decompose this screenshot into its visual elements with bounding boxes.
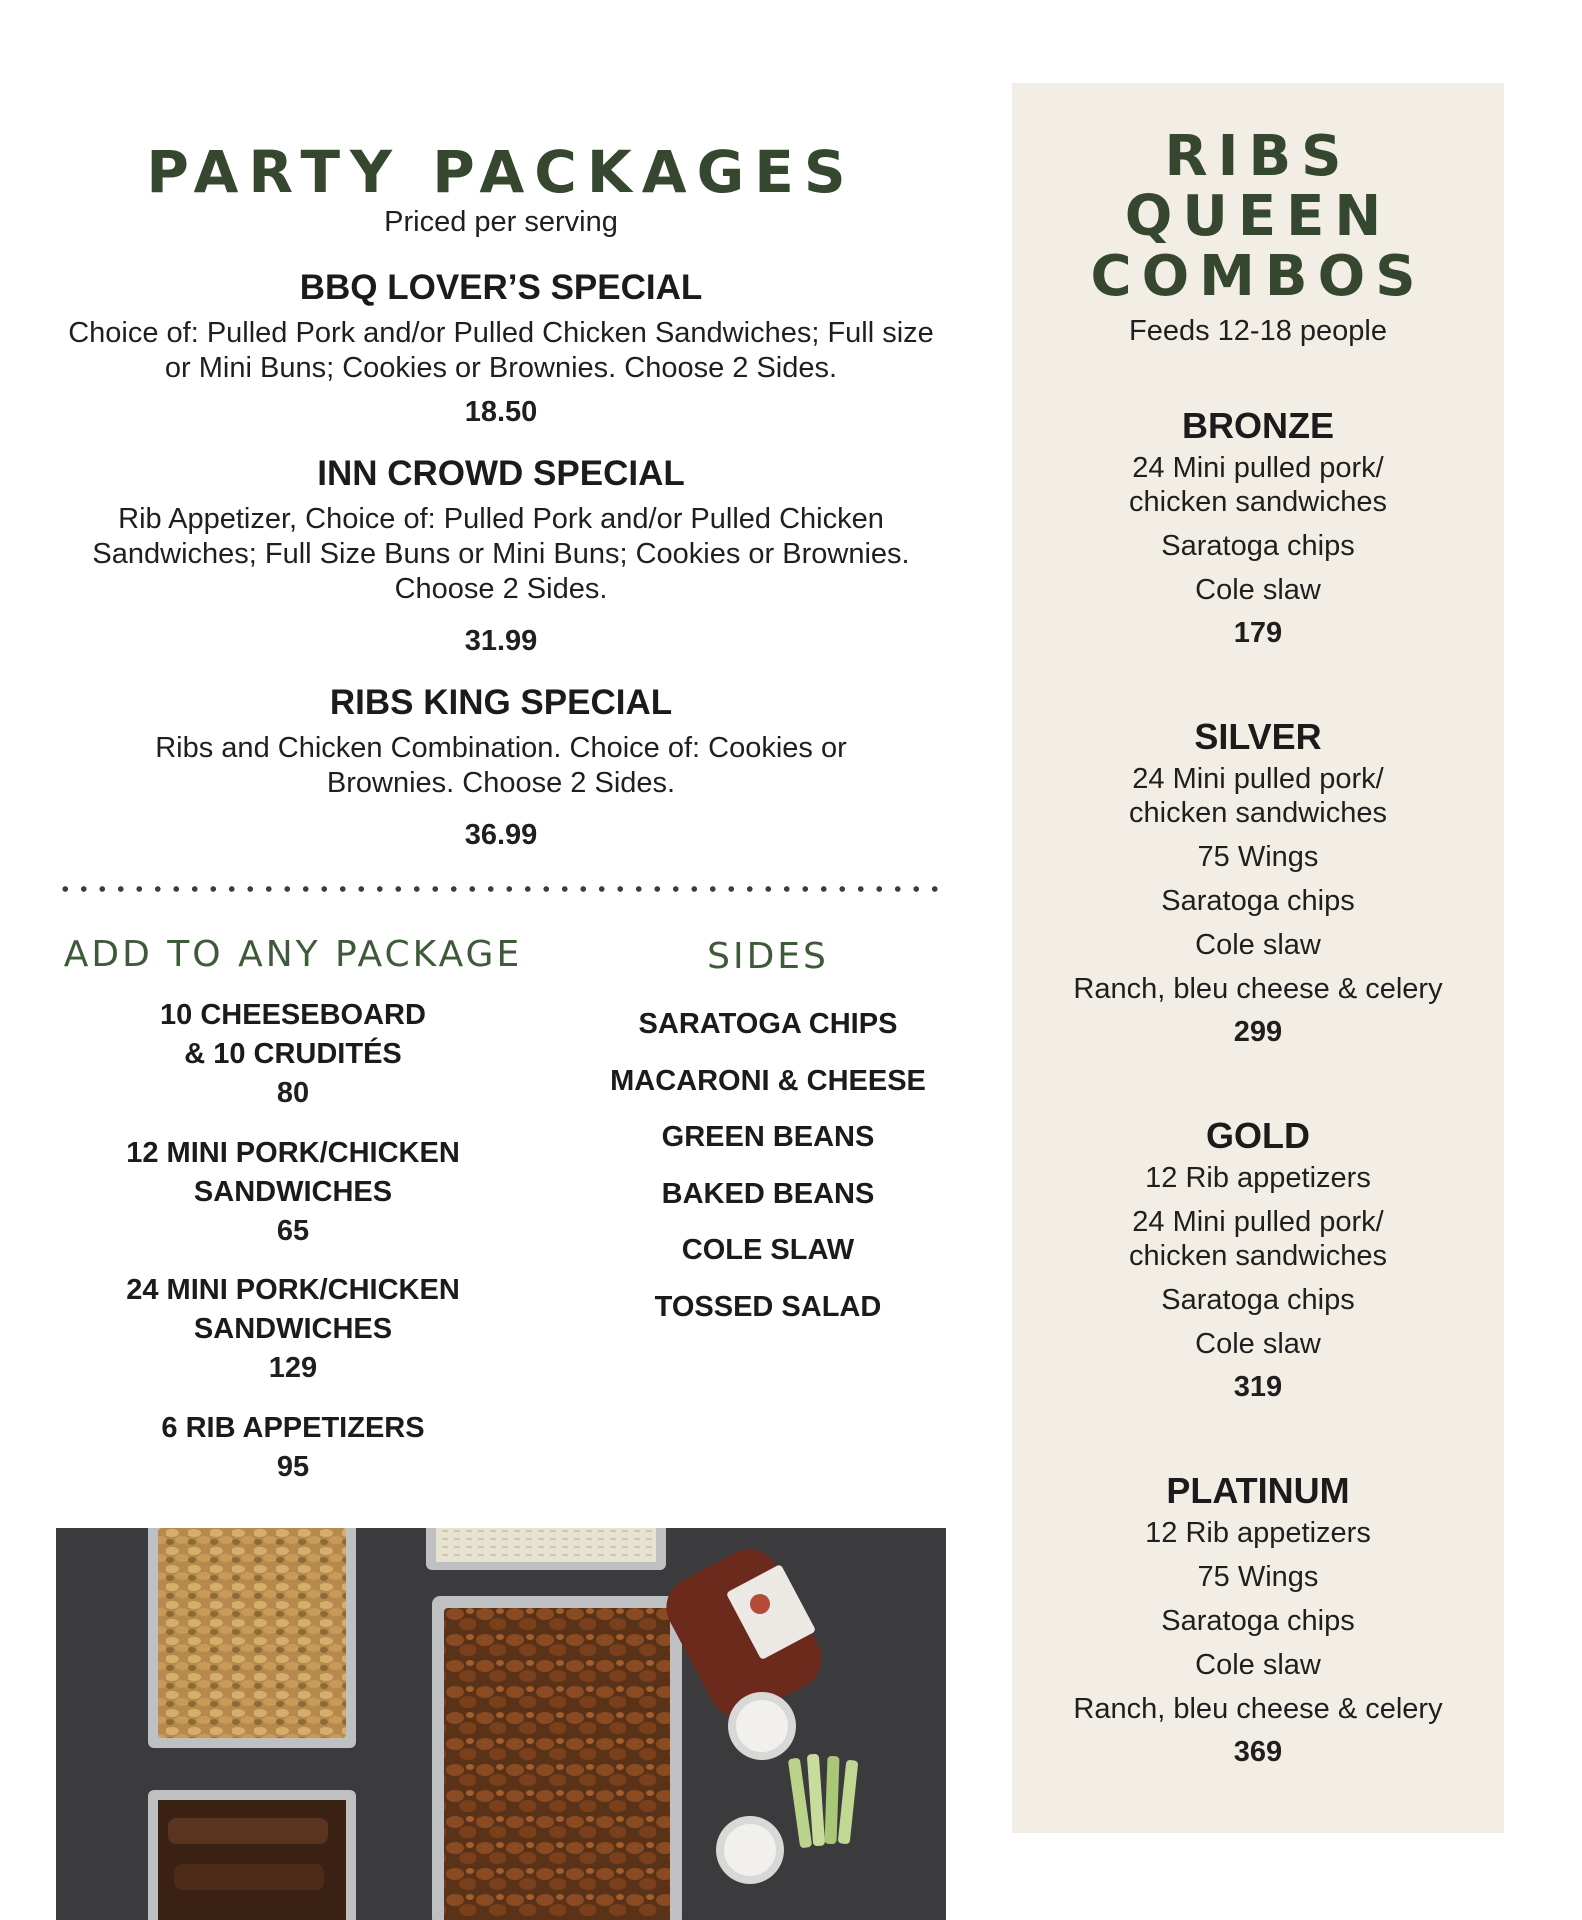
tier-item: Cole slaw [1195,1328,1321,1360]
combos-title [1012,124,1504,309]
wings [444,1608,670,1920]
tier-item: Saratoga chips [1161,885,1355,917]
tier-price: 179 [1233,617,1283,649]
combo-tier-platinum [1012,1470,1504,1769]
addon-item [56,1409,530,1486]
tier-item: 24 Mini pulled pork/ chicken sandwiches [1129,452,1387,518]
package-description: Rib Appetizer, Choice of: Pulled Pork and/or Pulled Chicken Sandwiches; Full Size Buns or Mini Buns; Cookies or Brownies. Choose 2 Sides. [92,503,910,605]
tier-name: PLATINUM [1166,1470,1350,1511]
combo-tier-gold [1012,1115,1504,1404]
package-price: 36.99 [464,819,538,851]
addon-price: 95 [276,1451,310,1483]
package-inn-crowd [56,454,946,658]
tier-item: 12 Rib appetizers [1145,1517,1371,1549]
addon-item [56,996,530,1112]
tier-name: SILVER [1194,716,1322,757]
tier-item: Cole slaw [1195,574,1321,606]
tier-item: Saratoga chips [1161,1284,1355,1316]
addon-name: 24 MINI PORK/CHICKEN SANDWICHES [126,1274,460,1345]
package-ribs-king [56,683,946,852]
add-to-package-title: ADD TO ANY PACKAGE [63,934,523,975]
dotted-divider [56,884,946,894]
package-bbq-lovers [56,268,946,429]
addon-name: 6 RIB APPETIZERS [161,1412,425,1444]
tier-item: 24 Mini pulled pork/ chicken sandwiches [1129,763,1387,829]
tier-price: 319 [1233,1371,1283,1403]
side-item: GREEN BEANS [661,1121,875,1153]
side-item: BAKED BEANS [661,1178,875,1210]
tier-item: Cole slaw [1195,929,1321,961]
tier-price: 299 [1233,1016,1283,1048]
combos-subtitle: Feeds 12-18 people [1129,315,1387,347]
tier-name: BRONZE [1182,405,1334,446]
tier-price: 369 [1233,1736,1283,1768]
addon-price: 80 [276,1077,310,1109]
tier-item: 24 Mini pulled pork/ chicken sandwiches [1129,1206,1387,1272]
tier-item: 75 Wings [1197,1561,1319,1593]
combo-tier-silver [1012,716,1504,1049]
cole-slaw [436,1528,656,1562]
addon-name: 10 CHEESEBOARD & 10 CRUDITÉS [160,999,426,1070]
tier-item: Cole slaw [1195,1649,1321,1681]
party-packages-title: PARTY PACKAGES [146,138,856,206]
tier-item: Ranch, bleu cheese & celery [1073,1693,1443,1725]
side-item: TOSSED SALAD [654,1291,882,1323]
addon-price: 129 [268,1352,318,1384]
combos-title-line: COMBOS [1090,244,1426,309]
addon-name: 12 MINI PORK/CHICKEN SANDWICHES [126,1137,460,1208]
tier-item: 12 Rib appetizers [1145,1162,1371,1194]
tier-item: Saratoga chips [1161,530,1355,562]
food-photo [56,1528,946,1920]
package-price: 31.99 [464,625,538,657]
addon-item [56,1271,530,1387]
package-description: Choice of: Pulled Pork and/or Pulled Chicken Sandwiches; Full size or Mini Buns; Cookies or Brownies. Choose 2 Sides. [68,317,934,384]
tier-name: GOLD [1206,1115,1310,1156]
party-packages-subtitle: Priced per serving [384,206,618,238]
tier-item: Ranch, bleu cheese & celery [1073,973,1443,1005]
package-description: Ribs and Chicken Combination. Choice of: Cookies or Brownies. Choose 2 Sides. [155,732,847,799]
tier-item: 75 Wings [1197,841,1319,873]
package-name: BBQ LOVER’S SPECIAL [299,268,703,307]
addon-price: 65 [276,1215,310,1247]
ribs-queen-combos-panel [1012,83,1504,1833]
addon-item [56,1134,530,1250]
combos-title-line: QUEEN [1124,184,1392,249]
side-item: COLE SLAW [681,1234,855,1266]
side-item: SARATOGA CHIPS [638,1008,898,1040]
saratoga-chips [158,1528,346,1738]
combos-title-line: RIBS [1164,124,1352,189]
combo-tier-bronze [1012,405,1504,650]
package-price: 18.50 [464,396,538,428]
package-name: RIBS KING SPECIAL [329,683,673,722]
side-item: MACARONI & CHEESE [610,1065,926,1097]
package-name: INN CROWD SPECIAL [317,454,685,493]
tier-item: Saratoga chips [1161,1605,1355,1637]
sides-title: SIDES [707,936,829,977]
